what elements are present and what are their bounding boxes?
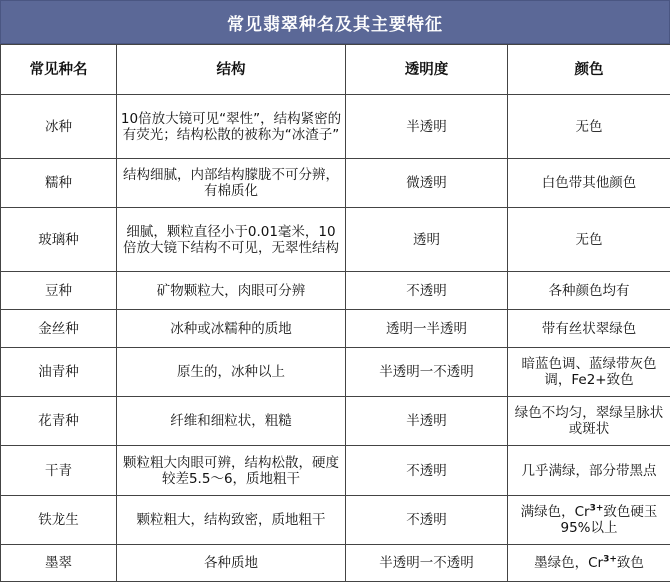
- table-row: [1, 545, 670, 582]
- cell-transparency: 不透明: [346, 272, 508, 310]
- color-superscript: 3+: [603, 555, 617, 565]
- cell-transparency: 透明: [346, 208, 508, 272]
- cell-structure: 颗粒粗大，结构致密，质地粗干: [117, 496, 346, 545]
- cell-structure: 颗粒粗大肉眼可辨，结构松散，硬度较差5.5～6，质地粗干: [117, 446, 346, 496]
- cell-structure: 原生的，冰种以上: [117, 348, 346, 397]
- table-row: [1, 272, 670, 310]
- cell-name: 金丝种: [1, 310, 117, 348]
- cell-structure: 细腻，颗粒直径小于0.01毫米，10倍放大镜下结构不可见，无翠性结构: [117, 208, 346, 272]
- cell-name: 玻璃种: [1, 208, 117, 272]
- cell-structure: 各种质地: [117, 545, 346, 582]
- cell-color: 各种颜色均有: [508, 272, 670, 310]
- color-text-post: 致色硬玉95%以上: [560, 504, 657, 536]
- cell-color: [508, 496, 670, 545]
- cell-transparency: 半透明一不透明: [346, 545, 508, 582]
- color-superscript: 3+: [590, 504, 604, 514]
- cell-color: 白色带其他颜色: [508, 159, 670, 208]
- cell-name: 干青: [1, 446, 117, 496]
- cell-name: 墨翠: [1, 545, 117, 582]
- cell-transparency: 半透明: [346, 397, 508, 446]
- cell-name: 冰种: [1, 95, 117, 159]
- table-row: [1, 446, 670, 496]
- header-row: [1, 45, 670, 95]
- header-transparency: 透明度: [346, 45, 508, 95]
- cell-transparency: 不透明: [346, 496, 508, 545]
- cell-structure: 矿物颗粒大，肉眼可分辨: [117, 272, 346, 310]
- cell-color: 暗蓝色调、蓝绿带灰色调，Fe2+致色: [508, 348, 670, 397]
- cell-transparency: 半透明: [346, 95, 508, 159]
- color-text-post: 致色: [617, 555, 644, 571]
- cell-structure: 结构细腻，内部结构朦胧不可分辨，有棉质化: [117, 159, 346, 208]
- cell-color: [508, 545, 670, 582]
- cell-structure: 纤维和细粒状，粗糙: [117, 397, 346, 446]
- cell-name: 油青种: [1, 348, 117, 397]
- table-row: [1, 310, 670, 348]
- header-color: 颜色: [508, 45, 670, 95]
- cell-structure: 10倍放大镜可见“翠性”，结构紧密的有荧光；结构松散的被称为“冰渣子”: [117, 95, 346, 159]
- cell-name: 花青种: [1, 397, 117, 446]
- cell-color: 绿色不均匀，翠绿呈脉状或斑状: [508, 397, 670, 446]
- jade-table: [0, 44, 670, 582]
- table-row: [1, 496, 670, 545]
- table-row: [1, 159, 670, 208]
- cell-transparency: 半透明一不透明: [346, 348, 508, 397]
- cell-transparency: 透明一半透明: [346, 310, 508, 348]
- cell-name: 糯种: [1, 159, 117, 208]
- cell-name: 豆种: [1, 272, 117, 310]
- cell-structure: 冰种或冰糯种的质地: [117, 310, 346, 348]
- table-row: [1, 348, 670, 397]
- table-row: [1, 397, 670, 446]
- table-row: [1, 208, 670, 272]
- table-title: 常见翡翠种名及其主要特征: [0, 0, 670, 44]
- cell-color: 几乎满绿，部分带黑点: [508, 446, 670, 496]
- cell-transparency: 微透明: [346, 159, 508, 208]
- color-text-pre: 墨绿色，Cr: [534, 555, 603, 571]
- header-name: 常见种名: [1, 45, 117, 95]
- cell-color: 带有丝状翠绿色: [508, 310, 670, 348]
- table-row: [1, 95, 670, 159]
- cell-name: 铁龙生: [1, 496, 117, 545]
- cell-color: 无色: [508, 208, 670, 272]
- color-text-pre: 满绿色，Cr: [521, 504, 590, 520]
- header-structure: 结构: [117, 45, 346, 95]
- cell-transparency: 不透明: [346, 446, 508, 496]
- cell-color: 无色: [508, 95, 670, 159]
